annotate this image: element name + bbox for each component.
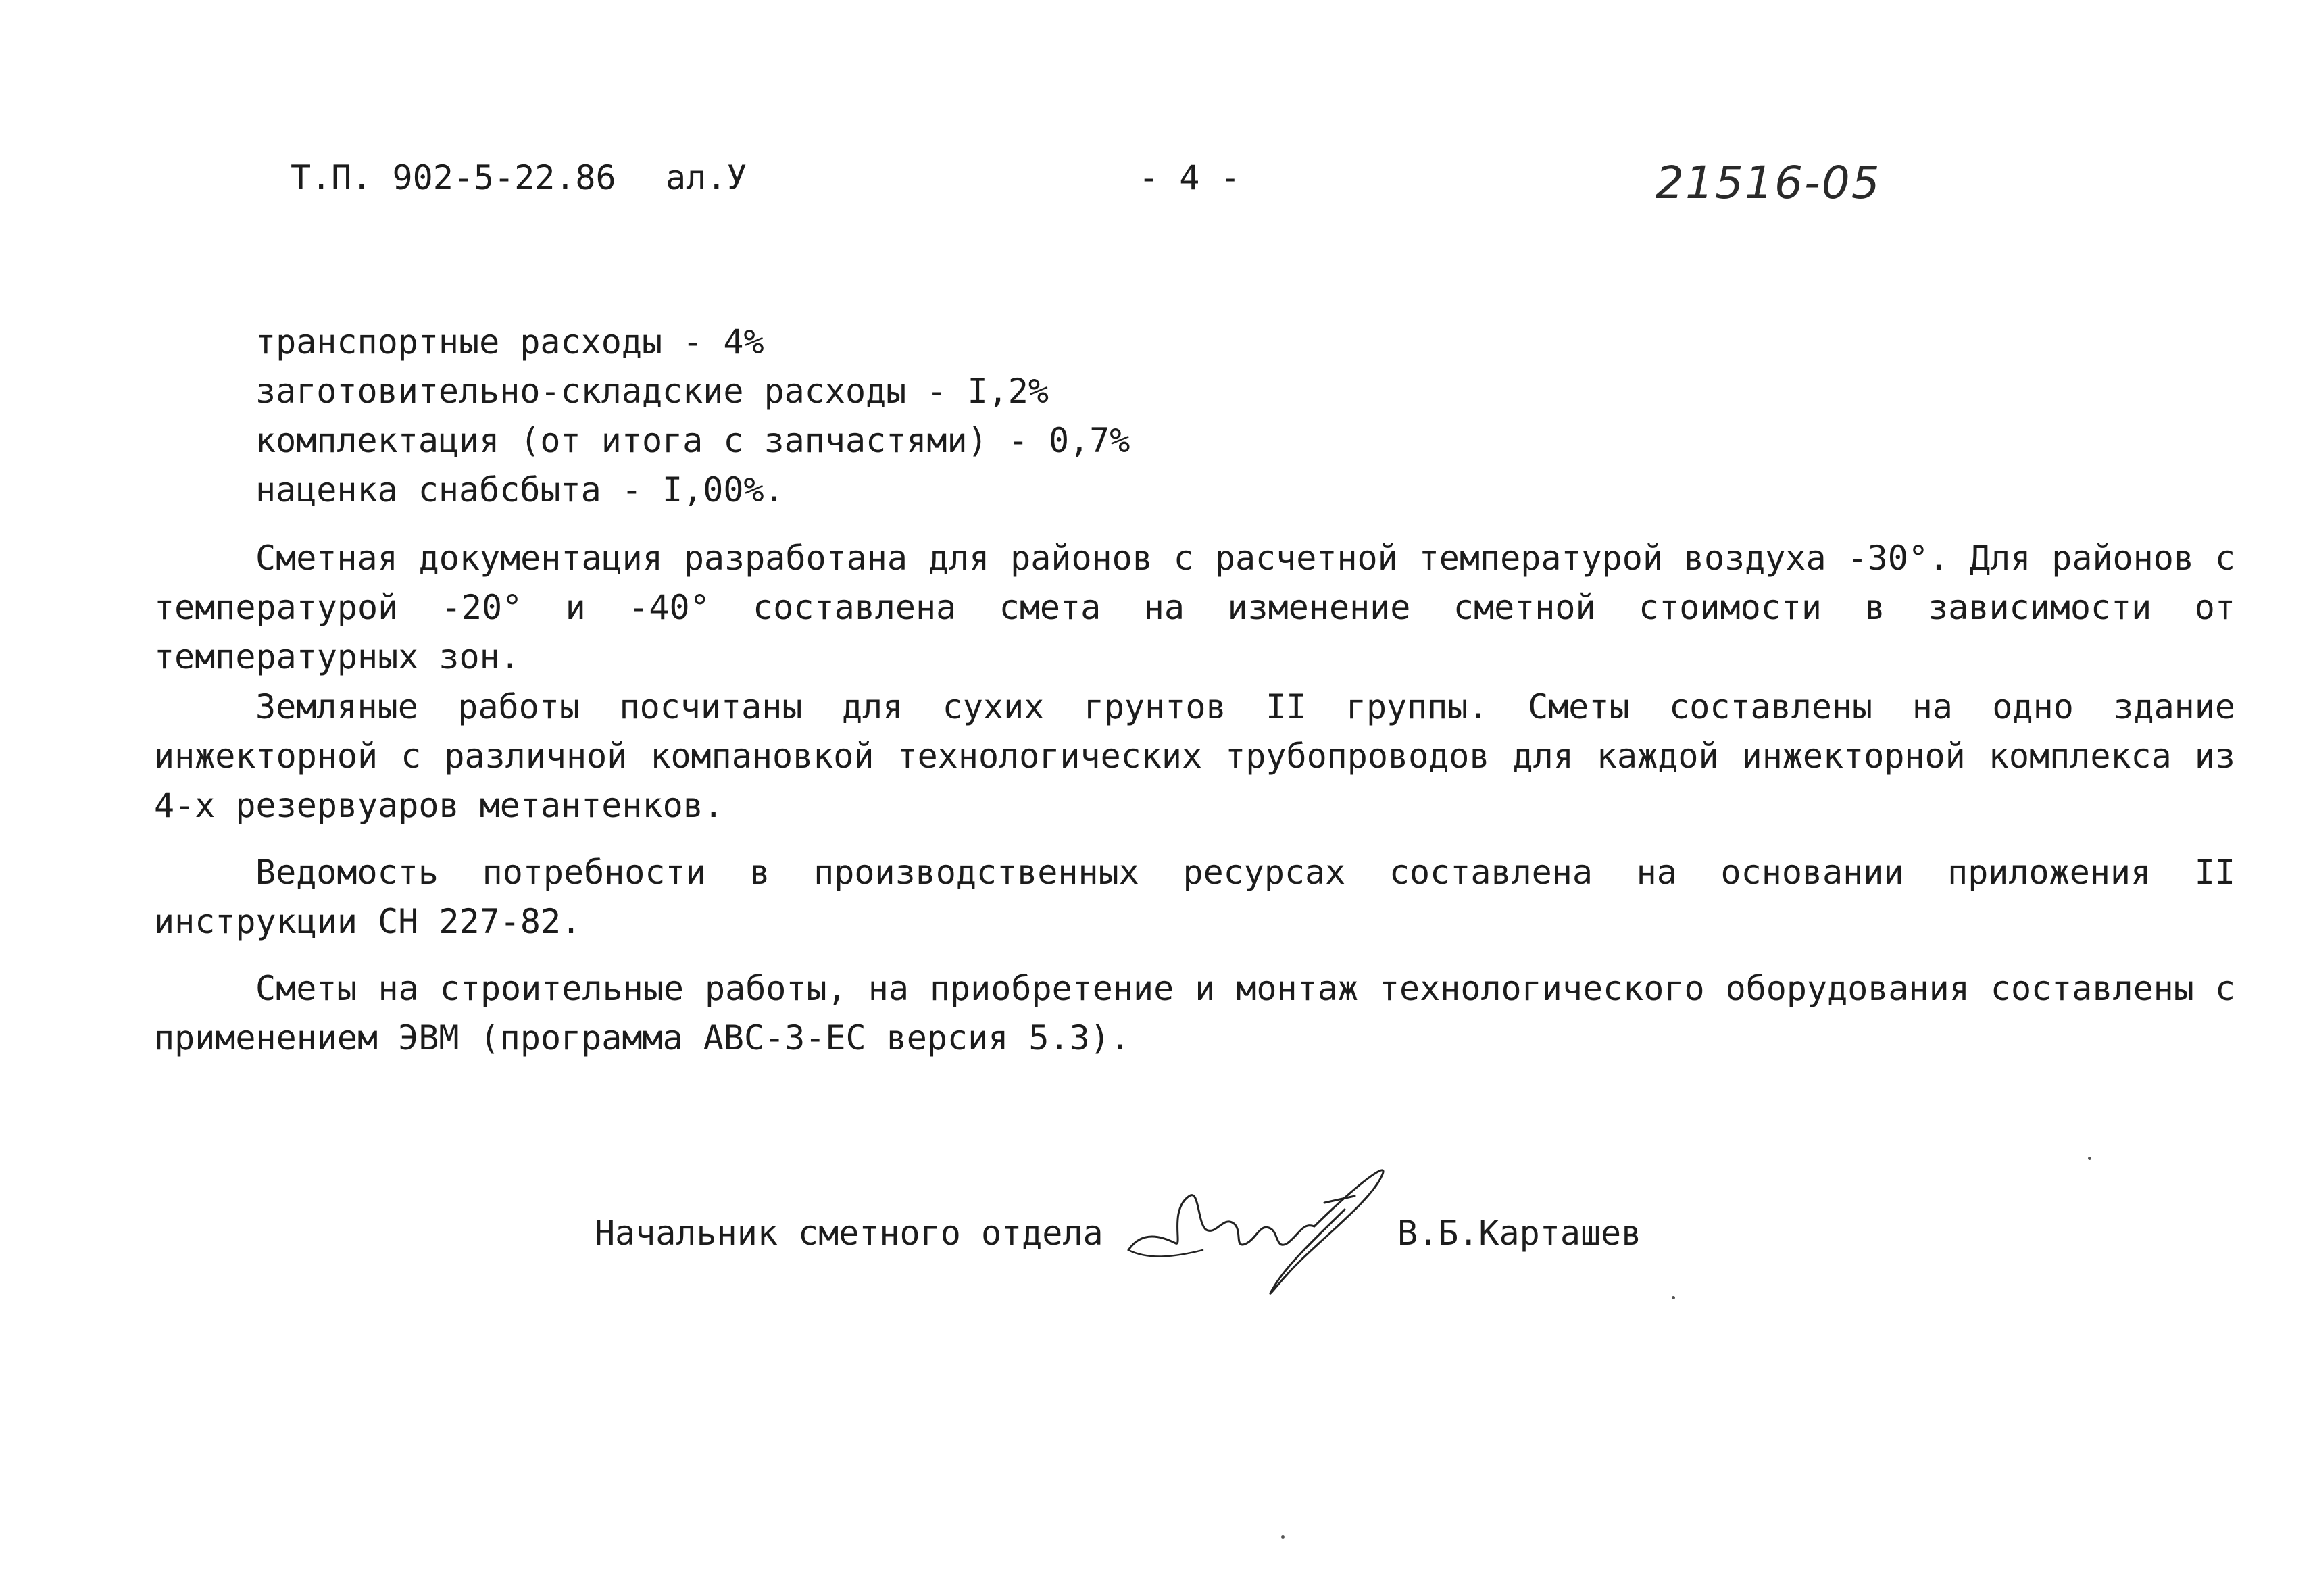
scan-speck bbox=[1281, 1535, 1285, 1539]
project-code: Т.П. 902-5-22.86 bbox=[291, 158, 616, 197]
signatory-name: В.Б.Карташев bbox=[1397, 1214, 1642, 1253]
overhead-item: наценка снабсбыта - I,00%. bbox=[255, 470, 785, 509]
document-number: 21516-05 bbox=[1656, 157, 1881, 209]
signature-title: Начальник сметного отдела bbox=[595, 1214, 1103, 1253]
overhead-item: транспортные расходы - 4% bbox=[255, 322, 764, 361]
scan-speck bbox=[1672, 1296, 1675, 1299]
paragraph-earthworks: Земляные работы посчитаны для сухих грунтов II группы. Сметы составлены на одно здание инжекторной с различной компановкой технологических трубопроводов для каждой инжекторной комплекса из 4-х резервуаров метантенков. bbox=[154, 687, 2235, 825]
paragraph-resources: Ведомость потребности в производственных ресурсах составлена на основании приложения II инструкции СН 227-82. bbox=[154, 853, 2235, 941]
paragraph-temperature: Сметная документация разработана для районов с расчетной температурой воздуха -30°. Для районов с температурой -20° и -40° составлена смета на изменение сметной стоимости в зависимости от температурных зон. bbox=[154, 539, 2235, 676]
overhead-item: заготовительно-складские расходы - I,2% bbox=[255, 372, 1049, 411]
overhead-item: комплектация (от итога с запчастями) - 0,7% bbox=[255, 421, 1130, 460]
page-number: - 4 - bbox=[1139, 158, 1241, 197]
album-label: ал.У bbox=[666, 158, 747, 197]
overheads-list bbox=[255, 318, 1130, 515]
paragraph-computer-estimates: Сметы на строительные работы, на приобретение и монтаж технологического оборудования составлены с применением ЭВМ (программа АВС-3-ЕС версия 5.3). bbox=[154, 969, 2235, 1057]
scan-speck bbox=[2088, 1157, 2091, 1160]
handwritten-signature bbox=[1122, 1149, 1419, 1304]
